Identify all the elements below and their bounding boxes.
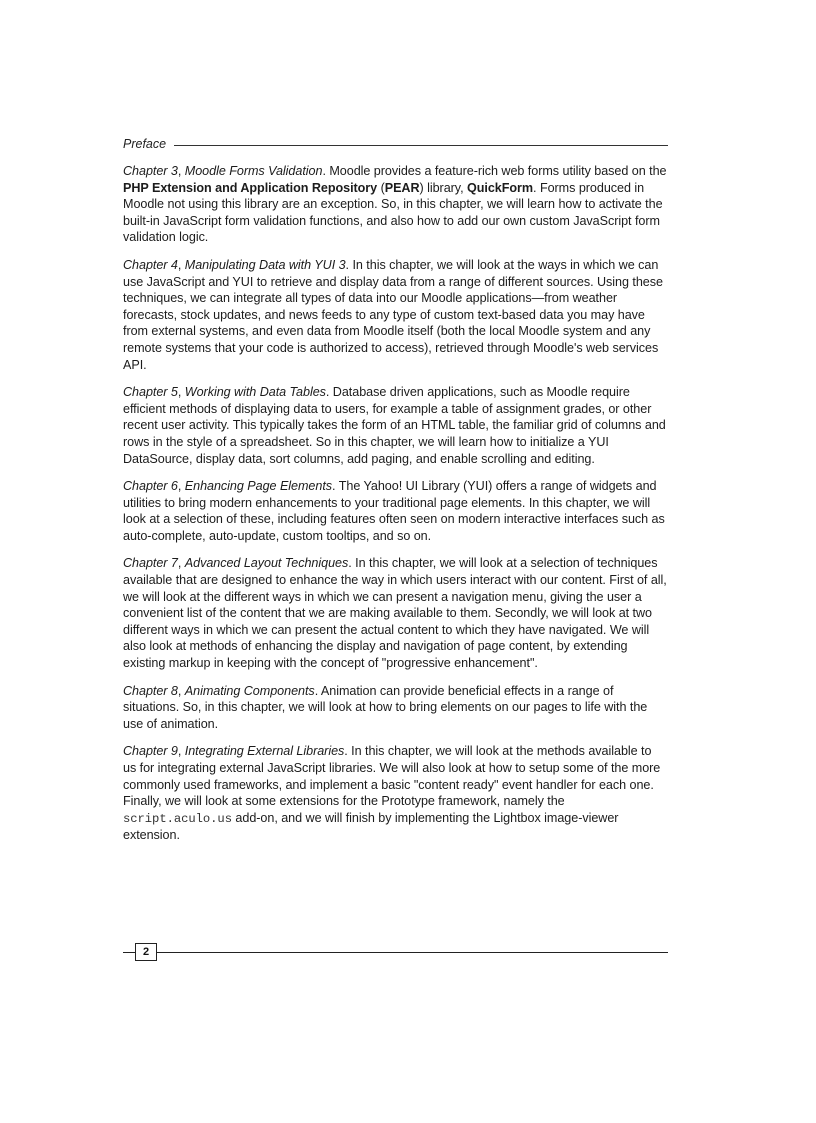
- paragraph-text: . Database driven applications, such as Moodle require efficient methods of displaying data to users, for example a table of assignment grades, or other recent user activity. This typically takes the form of an HTML table, the familiar grid of columns and rows in the style of a spreadsheet. So in this chapter, we will learn how to initialize a YUI DataSource, display data, sort columns, add paging, and enable scrolling and editing.: [123, 385, 666, 466]
- page-number: 2: [135, 943, 157, 961]
- footer-lead-rule: [123, 952, 135, 953]
- chapter-title: Moodle Forms Validation: [184, 164, 323, 178]
- chapter-number: Chapter 4: [123, 257, 178, 272]
- paragraph-chapter-8: Chapter 8, Animating Components. Animation can provide beneficial effects in a range of situations. So, in this chapter, we will look at how to bring elements on our pages to life with the use of animation.: [123, 683, 648, 731]
- paragraph-chapter-6: Chapter 6, Enhancing Page Elements. The Yahoo! UI Library (YUI) offers a range of widgets and utilities to bring modern enhancements to your traditional page elements. In this chapter, we will look at a selection of these, including features often seen on modern interactive interfaces such as auto-complete, auto-update, custom tooltips, and so on.: [123, 479, 665, 543]
- chapter-title: Animating Components: [184, 683, 315, 698]
- running-header: [123, 135, 668, 153]
- chapter-number: Chapter 6: [123, 479, 178, 494]
- bold-term: QuickForm: [467, 180, 534, 195]
- chapter-number: Chapter 3: [123, 164, 178, 178]
- paragraph-chapter-9: Chapter 9, Integrating External Libraries. In this chapter, we will look at the methods available to us for integrating external JavaScript libraries. We will also look at how to setup some of the more commonly used frameworks, and implement a basic "content ready" event handler for each one. Finally, we will look at some extensions for the Prototype framework, namely the script.aculo.us add-on, and we will finish by implementing the Lightbox image-viewer extension.: [123, 744, 661, 843]
- paragraph-text: . The Yahoo! UI Library (YUI) offers a range of widgets and utilities to bring modern enhancements to your traditional page elements. In this chapter, we will look at a selection of these, including features often seen on modern interactive interfaces such as auto-complete, auto-update, custom tooltips, and so on.: [123, 479, 665, 543]
- paragraph-text: . Animation can provide beneficial effects in a range of situations. So, in this chapter, we will look at how to bring elements on our pages to life with the use of animation.: [123, 683, 648, 731]
- paragraph-chapter-7: Chapter 7, Advanced Layout Techniques. In this chapter, we will look at a selection of techniques available that are designed to enhance the way in which users interact with our content. First of all, we will look at the different ways in which we can present a navigation menu, giving the user a convenient list of the content that we are making available to them. Secondly, we will look at two different ways in which we can present the actual content to which they have navigated. We will also look at methods of enhancing the display and navigation of page content, by extending existing markup in keeping with the concept of "progressive enhancement".: [123, 556, 667, 671]
- chapter-title: Advanced Layout Techniques: [184, 556, 349, 571]
- header-title: Preface: [123, 137, 167, 151]
- paragraph-text: add-on, and we will finish by implementing the Lightbox image-viewer extension.: [123, 810, 619, 843]
- page-body: [123, 163, 668, 855]
- page-footer: [123, 941, 668, 963]
- chapter-title: Manipulating Data with YUI 3: [184, 257, 346, 272]
- header-rule: [174, 145, 668, 146]
- chapter-number: Chapter 9: [123, 744, 178, 759]
- chapter-number: Chapter 8: [123, 683, 178, 698]
- paragraph-chapter-3: Chapter 3, Moodle Forms Validation. Moodle provides a feature-rich web forms utility based on the PHP Extension and Application Repository (PEAR) library, QuickForm. Forms produced in Moodle not using this library are an exception. So, in this chapter, we will learn how to activate the built-in JavaScript form validation functions, and also how to add our own custom JavaScript form validation logic.: [123, 164, 667, 245]
- chapter-number: Chapter 5: [123, 385, 178, 400]
- paragraph-text: . Moodle provides a feature-rich web forms utility based on the: [322, 164, 667, 178]
- chapter-title: Enhancing Page Elements: [184, 479, 333, 494]
- chapter-title: Integrating External Libraries: [184, 744, 345, 759]
- paragraph-chapter-5: Chapter 5, Working with Data Tables. Database driven applications, such as Moodle require efficient methods of displaying data to users, for example a table of assignment grades, or other recent user activity. This typically takes the form of an HTML table, the familiar grid of columns and rows in the style of a spreadsheet. So in this chapter, we will learn how to initialize a YUI DataSource, display data, sort columns, add paging, and enable scrolling and editing.: [123, 385, 666, 466]
- code-term: script.aculo.us: [123, 811, 232, 826]
- paragraph-text: . In this chapter, we will look at the methods available to us for integrating external JavaScript libraries. We will also look at how to setup some of the more commonly used frameworks, and implement a basic "content ready" event handler for each one. Finally, we will look at some extensions for the Prototype framework, namely the: [123, 744, 661, 809]
- bold-term: PEAR: [384, 180, 420, 195]
- paragraph-chapter-4: Chapter 4, Manipulating Data with YUI 3. In this chapter, we will look at the ways in which we can use JavaScript and YUI to retrieve and display data from a range of different sources. Using these techniques, we can integrate all types of data into our Moodle applications—from weather forecasts, stock updates, and news feeds to any type of custom text-based data you may have from external systems, and even data from Moodle itself (both the local Moodle system and any remote systems that your code is authorized to access), retrieved through Moodle's web services API.: [123, 257, 663, 372]
- paragraph-text: (: [377, 180, 385, 195]
- paragraph-text: . In this chapter, we will look at the ways in which we can use JavaScript and YUI to retrieve and display data from a range of different sources. Using these techniques, we can integrate all types of data into our Moodle applications—from weather forecasts, stock updates, and news feeds to any type of custom text-based data you may have from external systems, and even data from Moodle itself (both the local Moodle system and any remote systems that your code is authorized to access), retrieved through Moodle's web services API.: [123, 257, 663, 372]
- footer-rule: [157, 952, 668, 953]
- bold-term: PHP Extension and Application Repository: [123, 180, 378, 195]
- chapter-number: Chapter 7: [123, 556, 178, 571]
- paragraph-text: . Forms produced in Moodle not using this library are an exception. So, in this chapter, we will learn how to activate the built-in JavaScript form validation functions, and also how to add our own custom JavaScript form validation logic.: [123, 180, 663, 245]
- paragraph-text: . In this chapter, we will look at a selection of techniques available that are designed to enhance the way in which users interact with our content. First of all, we will look at the different ways in which we can present a navigation menu, giving the user a convenient list of the content that we are making available to them. Secondly, we will look at two different ways in which we can present the actual content to which they have navigated. We will also look at methods of enhancing the display and navigation of page content, by extending existing markup in keeping with the concept of "progressive enhancement".: [123, 556, 667, 671]
- paragraph-text: ) library,: [419, 180, 468, 195]
- chapter-title: Working with Data Tables: [184, 385, 326, 400]
